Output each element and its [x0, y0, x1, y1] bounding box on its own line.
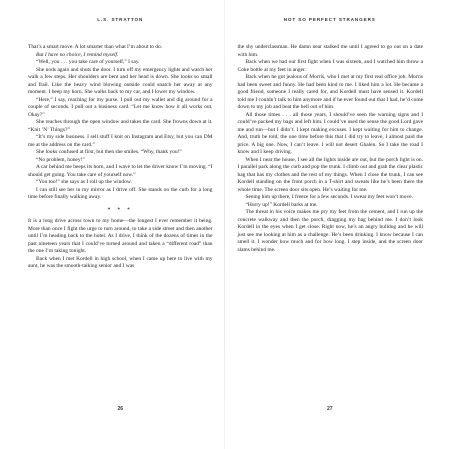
paragraph: “Here,” I say, reaching for my purse. I pull out my wallet and dig around for a couple of seconds. I pull out a business card. “Let me know how it all works out. Okay?”	[28, 96, 213, 118]
paragraph: She reaches through the open window and takes the card. She frowns down at it. “Knit ’N’ Things?”	[28, 119, 213, 133]
right-page	[225, 0, 449, 449]
paragraph: That’s a smart move. A lot smarter than what I’m about to do.	[28, 44, 163, 50]
paragraph: Back when he got jealous of Morris, who I met at my first real office job. Morris had been sweet and funny. He had been kind to me. I liked him a lot. He became a good friend, someone I really cared for, and Kordell must have sensed it. Kordell told me I couldn’t talk to him anymore and if he ever found out that I had, he’d come down to my job and beat the hell out of him.	[237, 74, 423, 110]
paragraph: It is a long drive across town to my home—the longest I ever remember it being. More than once I fight the urge to turn around, to take a side street and then another until I’m heading back to the hotel. As I drive, I think of the dozens of times in the past nineteen years that I could’ve turned around and taken a “different road” than the one I’m taking tonight.	[28, 218, 213, 254]
paragraph: “Hurry up!” Kordell barks at me.	[245, 201, 318, 208]
paragraph: The threat in his voice makes me pry my feet from the cement, and I run up the concrete walkway and then the porch, dragging my bag behind me. I don’t look Kordell in the eyes when I get close. Right now, he’s an angry bulldog and he will just see me looking at him as a challenge. He’s been drinking. I know because I can smell it. I wonder how much and for how long. I step inside, and the screen door slams behind me.	[237, 209, 423, 253]
left-page-text	[28, 44, 213, 271]
paragraph: But I have no choice, I remind myself.	[36, 51, 119, 58]
paragraph: When I near the house, I see all the lights inside are out, but the porch light is on. I parallel park along the curb and pop the trunk. I climb out and grab the clear plastic bag that has my clothes and the rest of my things. When I close the trunk, I can see Kordell standing on the front porch in a T-shirt and sweats like he’s been there the whole time. The screen door sits open. He’s waiting for me.	[237, 156, 423, 193]
paragraph: “Well, you . . . you take care of yourself,” I say.	[36, 59, 140, 65]
paragraph: She nods again and shuts the door. I turn off my emergency lights and watch her walk a few steps. Her shoulders are bent and her head is down. She looks so small and frail. Like the heavy wind blowing outside could snatch her away at any moment. I beep my horn. She walks back to my car, and I lower my window.	[28, 66, 213, 95]
paragraph: “You too!” she says as I roll up the window.	[36, 179, 132, 185]
paragraph: the shy underclassman. He damn near stalked me until I agreed to go out on a date with him.	[237, 44, 423, 58]
paragraph: She looks confused at first, but then she smiles. “Why, thank you!”	[36, 149, 182, 155]
paragraph: “It’s my side business. I sell stuff I knit on Instagram and Etsy, but you can DM me at the address on the card.”	[28, 134, 213, 148]
page-number: 26	[117, 406, 124, 412]
page-number: 27	[326, 406, 333, 412]
paragraph: Back when I met Kordell in high school, when I came up here to live with my aunt, he was the smooth-talking senior and I was	[28, 255, 213, 269]
running-head-title: NOT SO PERFECT STRANGERS	[283, 17, 376, 22]
paragraph: Back when we had our first fight when I was sixteen, and I watched him throw a Coke bottle at my feet in anger.	[237, 59, 423, 73]
paragraph: I can still see her in my mirror as I drive off. She stands on the curb for a long time before finally walking away.	[28, 186, 213, 200]
paragraph: Seeing him up there, I freeze for a few seconds. I swear my feet won’t move.	[245, 194, 413, 200]
paragraph: All those times . . . all those years, I should’ve seen the warning signs and I could’ve packed my bags and left him. I could’ve used the sense the good Lord gave me and run—but I didn’t. I kept making excuses. I kept waiting for him to change. And, truth be told, the one time before this that I did try to leave, I almost paid the price. A big one. Now, I can’t leave. I will not desert Ghalen. So I take the road I know and I keep driving.	[237, 111, 423, 155]
paragraph: “No problem, honey!”	[36, 156, 85, 163]
paragraph: A car behind me beeps its horn, and I wave to let the driver know I’m moving. “I should get going. You take care of yourself now.”	[28, 164, 213, 178]
section-break: * * *	[107, 207, 133, 213]
running-head-author: L.S. STRATTON	[97, 17, 144, 22]
right-page-text	[238, 44, 424, 254]
